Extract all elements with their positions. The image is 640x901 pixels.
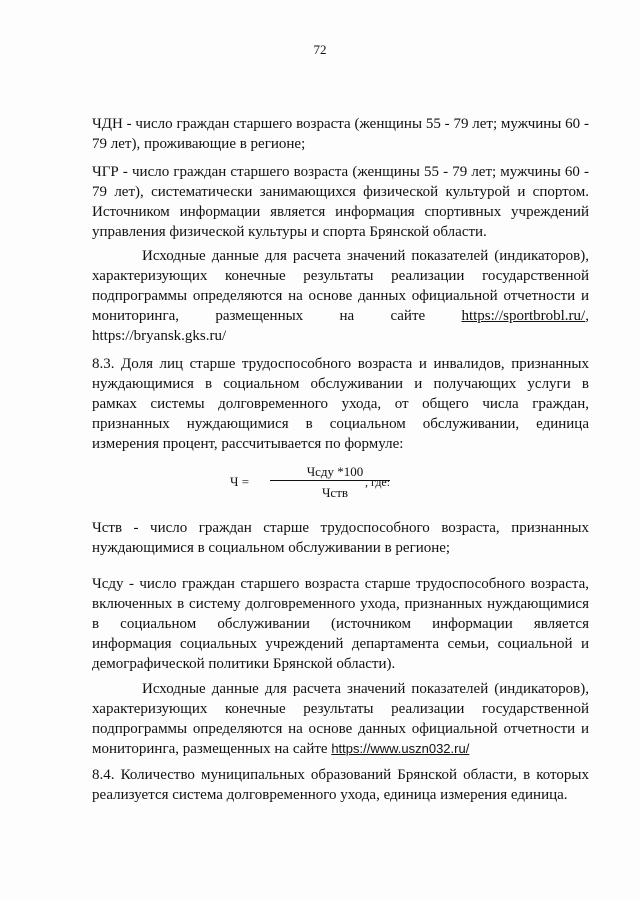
text-line [92, 306, 589, 326]
text-line: включенных в систему долговременного ухода, признанных нуждающимися [92, 596, 589, 612]
definition-chdn [92, 114, 589, 154]
formula-denominator: Чств [321, 485, 349, 500]
definition-chsdu [92, 574, 589, 674]
text-line: Чств - число граждан старше трудоспособного возраста, признанных [92, 520, 589, 536]
text-word: мониторинга, [92, 308, 180, 324]
text-line: нуждающимися в социальном обслуживании в регионе; [92, 540, 451, 556]
text-line: управления физической культуры и спорта Брянской области. [92, 224, 487, 240]
text-line [92, 739, 589, 759]
text-line: подпрограммы определяются на основе данных официальной отчетности и [92, 721, 589, 737]
text-word: размещенных [215, 308, 304, 324]
text-line: 79 лет), проживающие в регионе; [92, 136, 306, 152]
text-word: на [339, 308, 355, 324]
text-line: Исходные данные для расчета значений показателей (индикаторов), [142, 248, 589, 264]
formula [230, 460, 430, 500]
text-word: сайте [390, 308, 426, 324]
text-line: 8.4. Количество муниципальных образований Брянской области, в которых [92, 767, 589, 783]
formula-lhs: Ч = [230, 474, 250, 489]
section-8-4 [92, 765, 589, 805]
text-line: ЧГР - число граждан старшего возраста (женщины 55 - 79 лет; мужчины 60 - [92, 164, 589, 180]
uszn032-link[interactable]: https://www.uszn032.ru/ [331, 741, 470, 756]
text-line: в социальном обслуживании (источником информации является [92, 616, 589, 632]
text-line: 8.3. Доля лиц старше трудоспособного возраста и инвалидов, признанных [92, 356, 589, 372]
text-line: рамках системы долговременного ухода, от общего числа граждан, [92, 396, 589, 412]
section-8-3 [92, 354, 589, 454]
text-line: демографической политики Брянской области). [92, 656, 396, 672]
formula-where: , где: [365, 475, 391, 489]
text-line: информация социальных учреждений департамента семьи, социальной и [92, 636, 589, 652]
link-suffix: , [585, 308, 589, 324]
text-line: подпрограммы определяются на основе данных официальной отчетности и [92, 288, 589, 304]
text-line: измерения процент, рассчитывается по формуле: [92, 436, 404, 452]
bryansk-gks-link[interactable]: https://bryansk.gks.ru/ [92, 328, 227, 344]
text-line: нуждающимися в социальном обслуживании и получающих услуги в [92, 376, 589, 392]
text-line: 79 лет), систематически занимающихся физической культурой и спортом. [92, 184, 589, 200]
definition-chgr [92, 162, 589, 242]
text-line: ЧДН - число граждан старшего возраста (женщины 55 - 79 лет; мужчины 60 - [92, 116, 589, 132]
text-line: признанных нуждающимися в социальном обслуживании, единица [92, 416, 589, 432]
text-line: характеризующих конечные результаты реализации государственной [92, 268, 589, 284]
text-line: характеризующих конечные результаты реализации государственной [92, 701, 589, 717]
text-line: Источником информации является информация спортивных учреждений [92, 204, 589, 220]
sportbrobl-link[interactable]: https://sportbrobl.ru/ [461, 308, 586, 324]
text-line: реализуется система долговременного ухода, единица измерения единица. [92, 787, 568, 803]
text-fragment: мониторинга, размещенных на сайте [92, 741, 328, 757]
definition-chstv [92, 518, 589, 558]
text-line: Чсду - число граждан старшего возраста старше трудоспособного возраста, [92, 576, 589, 592]
page-number: 72 [313, 42, 327, 57]
source-data-paragraph-2 [92, 679, 589, 759]
source-data-paragraph-1 [92, 246, 589, 346]
text-line: Исходные данные для расчета значений показателей (индикаторов), [142, 681, 589, 697]
formula-numerator: Чсду *100 [306, 464, 364, 479]
